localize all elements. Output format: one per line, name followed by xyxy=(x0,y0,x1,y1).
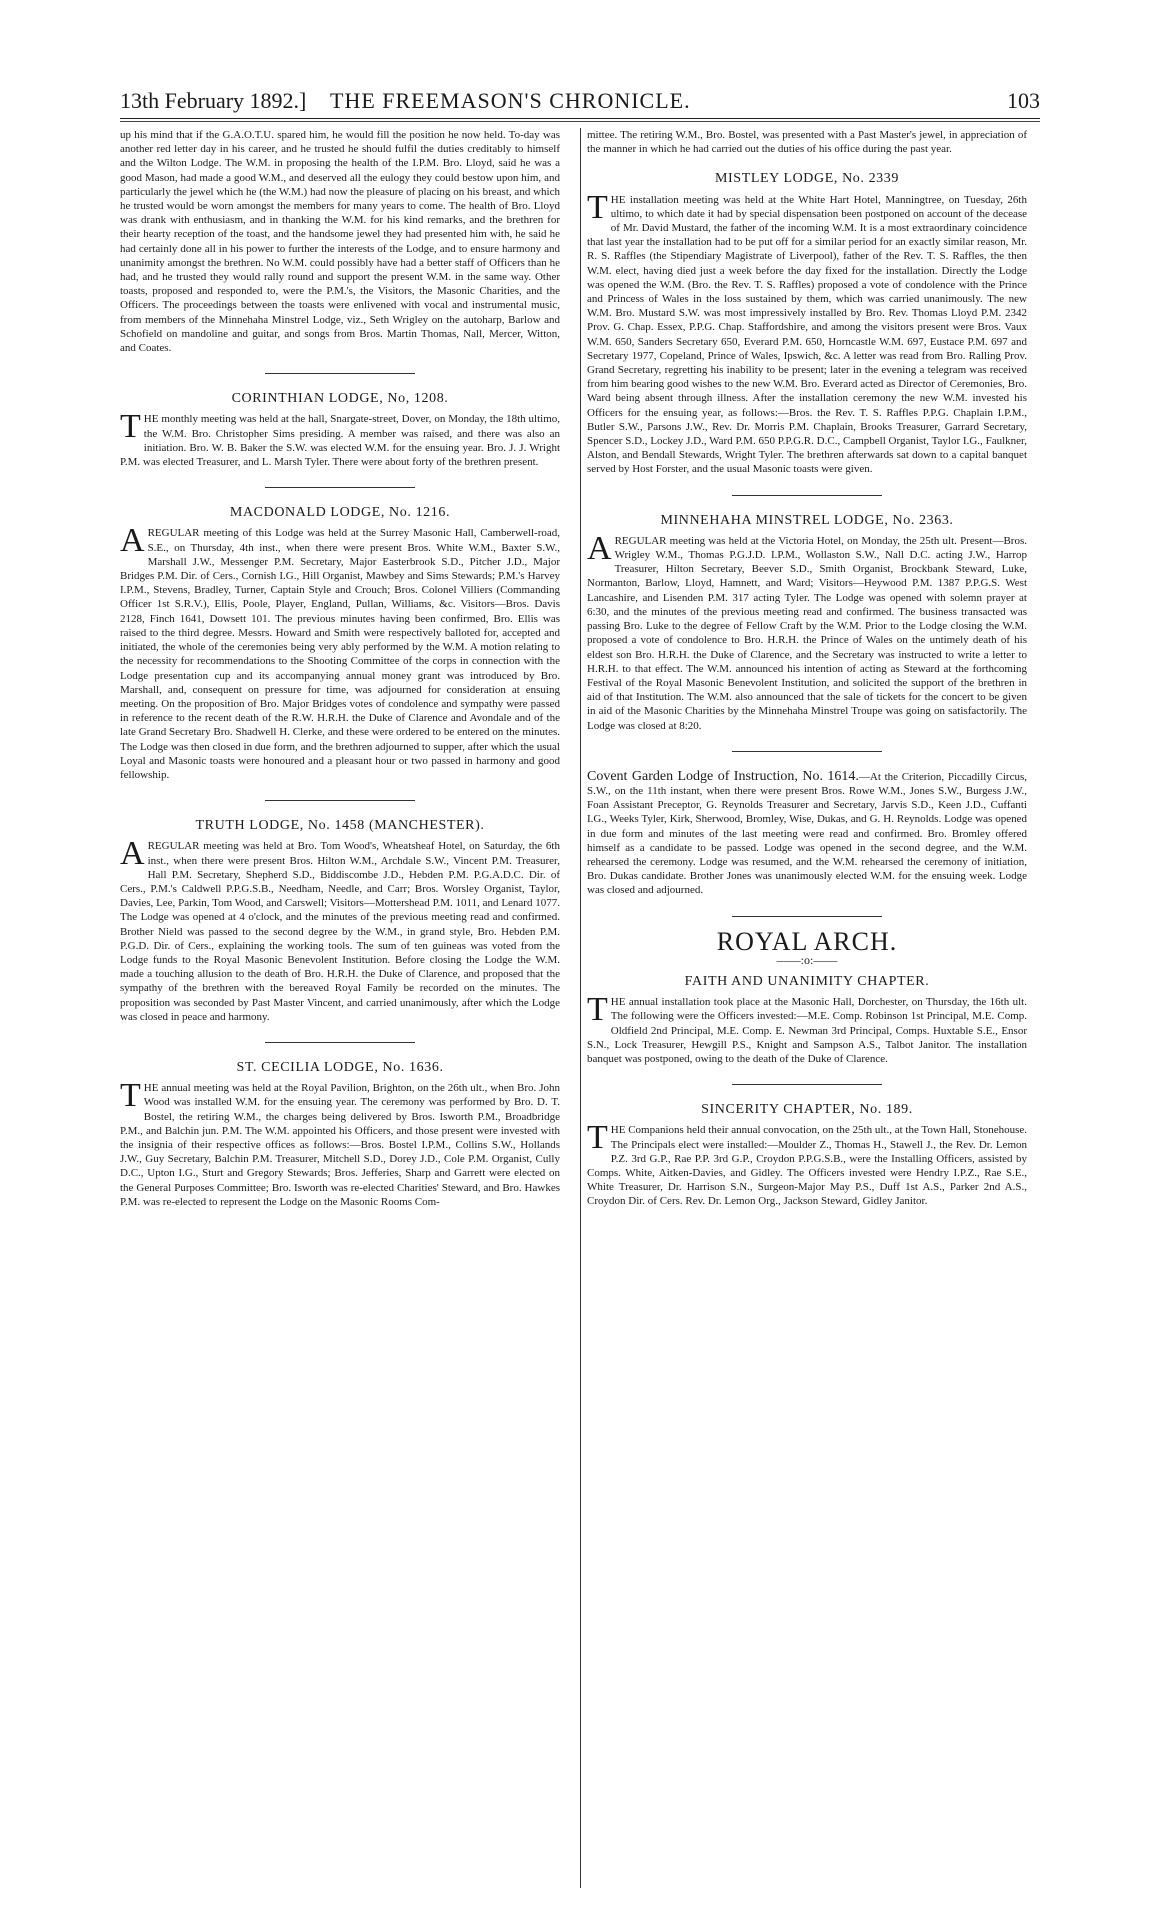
drop-cap: A xyxy=(120,835,145,873)
truth-article xyxy=(120,835,560,1024)
article-text: HE annual meeting was held at the Royal Pavilion, Brighton, on the 26th ult., when Bro. John Wood was installed W.M. for the ensuing year. The ceremony was performed by Bro. D. T. Bostel, the retiring W.M., the charges being delivered by Bros. Isworth P.M., Broadbridge P.M., and Balchin jun. P.M. The W.M. appointed his Officers, and those present were invested with the insignia of their respective offices as follows:—Bros. Bostel I.P.M., Collins S.W., Hollands J.W., Guy Secretary, Balchin P.M. Treasurer, Mitchell S.D., Dorey J.D., Cole P.M. Organist, Cully D.C., Upton I.G., Sturt and Gregory Stewards; Bros. Jefferies, Sharp and Garrett were elected on the General Purposes Committee; Bro. Isworth was re-elected Charities' Steward, and Bro. Hawkes P.M. was re-elected to represent the Lodge on the Masonic Rooms Com- xyxy=(120,1082,560,1208)
corinthian-heading: CORINTHIAN LODGE, No, 1208. xyxy=(231,391,449,407)
minnehaha-article xyxy=(587,529,1027,733)
article-text: REGULAR meeting was held at Bro. Tom Wood's, Wheatsheaf Hotel, on Saturday, the 6th inst., when there were present Bros. Hilton W.M., Archdale S.W., Vincent P.M. Treasurer, Hall P.M. Secretary, Shepherd S.D., Biddiscombe J.D., Hebden P.M. P.G.A.D.C. Dir. of Cers., P.M.'s Caldwell P.P.G.S.B., Needham, Needle, and Carr; Bros. Worsley Organist, Taylor, Davies, Lee, Parkin, Tom Wood, and Carswell; Visitors—Mottershead P.M. 1011, and Lenard 1077. The Lodge was opened at 4 o'clock, and the minutes of the previous meeting read and confirmed. Brother Nield was passed to the second degree by the W.M., in grand style, Bro. Hebden P.M. P.G.D. Dir. of Cers., explaining the working tools. The sum of ten guineas was voted from the Lodge funds to the Royal Masonic Benevolent Institution. Before closing the Lodge the W.M. made a touching allusion to the death of Bro. H.R.H. the Duke of Clarence, and proposed that the sympathy of the brethren with the bereaved Royal Family be recorded on the minutes. The proposition was seconded by Past Master Vincent, and carried unanimously, after which the Lodge was closed in peace and harmony. xyxy=(120,840,560,1023)
column-divider xyxy=(580,128,581,1888)
section-rule xyxy=(732,495,882,496)
article-text: HE installation meeting was held at the White Hart Hotel, Manningtree, on Tuesday, 26th ultimo, to which date it had by special dispensation been postponed on account of the decease of Mr. David Mustard, the father of the incoming W.M. It is a most extraordinary coincidence that last year the installation had to be put off for a similar period for an exactly similar reason, Mr. R. S. Raffles (the Stipendiary Magistrate of Liverpool), father of the Rev. T. S. Raffles, the then W.M. elect, having died just a week before the day fixed for the installation. Directly the Lodge was opened the W.M. (Bro. the Rev. T. S. Raffles) proposed a vote of condolence with the Prince and Princess of Wales in the loss sustained by them, which was carried unanimously. The new W.M. Bro. Mustard S.W. was most impressively installed by Bro. Rev. Thomas Lloyd P.M. 2342 Prov. G. Chap. Essex, P.P.G. Chap. Staffordshire, and among the visitors present were Bros. Vaux W.M. 650, Sanders Secretary 650, Everard P.M. 650, Horncastle W.M. 697, Eustace P.M. 697 and Secretary 1977, Copeland, Prince of Wales, Ipswich, &c. A letter was read from Bro. Ralling Prov. Grand Secretary, regretting his inability to be present; later in the evening a telegram was received from him bearing good wishes to the new W.M. Bro. Everard acted as Director of Ceremonies, Bro. Ward being absent through illness. After the installation ceremony the new W.M. invested his Officers for the ensuing year, as follows:—Bros. the Rev. T. S. Raffles P.P.G. Chaplain I.P.M., Butler S.W., Parsons J.W., Rev. Dr. Morris P.M. Chaplain, Brooks Treasurer, Garrard Secretary, Spencer S.D., Lockey J.D., Ward P.M. 650 P.P.G.R. D.C., Campbell Organist, Taylor I.G., Faulkner, Alston, and Bendall Stewards, Wright Tyler. The brethren afterwards sat down to a capital banquet served by Host Forster, and the usual Masonic toasts were given. xyxy=(587,193,1027,476)
article-text: HE monthly meeting was held at the hall, Snargate-street, Dover, on Monday, the 18th ultimo, the W.M. Bro. Christopher Sims presiding. A member was raised, and there was also an initiation. Bro. W. B. Baker the S.W. was elected W.M. for the ensuing year. Bro. J. J. Wright P.M. was elected Treasurer, and L. Marsh Tyler. There were about forty of the brethren present. xyxy=(120,413,560,469)
left-column xyxy=(120,128,560,1209)
macdonald-article xyxy=(120,522,560,782)
section-rule xyxy=(265,800,415,801)
article-text: REGULAR meeting was held at the Victoria Hotel, on Monday, the 25th ult. Present—Bros. Wrigley W.M., Thomas P.G.J.D. I.P.M., Wollaston S.W., Nall D.C. acting J.W., Harrop Treasurer, Hilton Secretary, Beever S.D., Smith Organist, Brockbank Steward, Luke, Normanton, Barlow, Lloyd, Hamnett, and Ward; Visitors—Heywood P.M. 1387 P.P.G.S. West Lancashire, and Lisenden P.M. 317 acting Tyler. The Lodge was opened with solemn prayer at 6:30, and the minutes of the previous meeting read and confirmed. The business transacted was passing Bro. Luke to the degree of Fellow Craft by the W.M. Prior to the Lodge closing the W.M. proposed a vote of condolence to Bro. H.R.H. the Prince of Wales on the untimely death of his eldest son Bro. H.R.H. the Duke of Clarence, and the Secretary was instructed to write a letter to H.R.H. to that effect. The W.M. announced his intention of acting as Steward at the forthcoming Festival of the Royal Masonic Benevolent Institution, and solicited the support of the brethren in aid of that Institution. The W.M. also announced that the sale of tickets for the concert to be given in aid of the Masonic Charities by the Minnehaha Minstrel Troupe was going on satisfactorily. The Lodge was closed at 8:20. xyxy=(587,534,1027,732)
article-text: HE Companions held their annual convocation, on the 25th ult., at the Town Hall, Stonehouse. The Principals elect were installed:—Moulder Z., Thomas H., Stawell J., the Rev. Dr. Lemon P.Z. 3rd G.P., Rae P.P. 3rd G.P., Croydon P.P.G.S.B., were the Installing Officers, assisted by Comps. White, Aitken-Davies, and Gidley. The Officers invested were Hendry I.P.Z., Rae S.E., White Treasurer, Dr. Harrison S.N., Surgeon-Major May P.S., Duff 1st A.S., Parker 2nd A.S., Croydon Dir. of Cers. Rev. Dr. Lemon Org., Jackson Steward, Gidley Janitor. xyxy=(587,1124,1027,1208)
drop-cap: T xyxy=(587,188,608,226)
drop-cap: A xyxy=(587,529,612,567)
sincerity-article xyxy=(587,1119,1027,1208)
page-header xyxy=(120,88,1040,116)
section-rule xyxy=(732,916,882,917)
header-rule-thin xyxy=(120,121,1040,122)
publication-title: THE FREEMASON'S CHRONICLE. xyxy=(330,88,691,113)
drop-cap: T xyxy=(120,1077,141,1115)
right-column xyxy=(587,128,1027,1209)
cecilia-article xyxy=(120,1077,560,1209)
faith-article xyxy=(587,991,1027,1066)
article-text: HE annual installation took place at the Masonic Hall, Dorchester, on Thursday, the 16th ult. The following were the Officers invested:—M.E. Comp. Robinson 1st Principal, M.E. Comp. Oldfield 2nd Principal, M.E. Comp. E. Newman 3rd Principal, Comps. Huxtable S.E., Ensor S.N., Lock Treasurer, Hewgill P.S., Knight and Sampson A.S., Talbot Janitor. The installation banquet was postponed, owing to the death of the Duke of Clarence. xyxy=(587,996,1027,1065)
continued-article: up his mind that if the G.A.O.T.U. spared him, he would fill the position he now held. To-day was another red letter day in his career, and he trusted he should fulfil the duties creditably to himself and the Wilton Lodge. The W.M. in proposing the health of the I.P.M. Bro. Lloyd, said he was a good Mason, had made a good W.M., and deserved all the eulogy they could bestow upon him, and particularly the jewel which he (the W.M.) had now the pleasure of placing on his breast, and which he trusted would be worn amongst the members for many years to come. The health of Bro. Lloyd was drank with enthusiasm, and in thanking the W.M. for his kind remarks, and the brethren for their hearty reception of the toast, and the handsome jewel they had presented him with, he said he had certainly done all in his power to further the interests of the Lodge, and to ensure harmony and unanimity amongst the brethren. No W.M. could possibly have had a better staff of Officers than he had, and he trusted they would rally round and support the present W.M. in the same way. Other toasts, proposed and responded to, were the P.M.'s, the Visitors, the Masonic Charities, and the Officers. The proceedings between the toasts were enlivened with vocal and instrumental music, from members of the Minnehaha Minstrel Lodge, viz., Seth Wrigley on the autoharp, Barlow and Schofield on mandoline and guitar, and songs from Bros. Martin Thomas, Nall, Mercer, Witton, and Coates. xyxy=(120,129,560,355)
faith-heading: FAITH AND UNANIMITY CHAPTER. xyxy=(684,973,930,989)
section-rule xyxy=(265,373,415,374)
article-text: REGULAR meeting of this Lodge was held at the Surrey Masonic Hall, Camberwell-road, S.E., on Thursday, 4th inst., when there were present Bros. White W.M., Baxter S.W., Marshall J.W., Messenger P.M. Secretary, Major Easterbrook S.D., Pitcher J.D., Major Bridges P.M. Dir. of Cers., Cornish I.G., Hill Organist, Mawbey and Sims Stewards; P.M.'s Harvey I.P.M., Stevens, Bradley, Turner, Captain Style and Crouch; Bros. Colonel Villiers (Commanding Officer 1st S.R.V.), Ellis, Poole, Player, England, Pullan, Williams, &c. Visitors—Bros. Davis 2128, Finch 1641, Dowsett 101. The previous minutes having been confirmed, Bro. Ellis was raised to the third degree. Messrs. Howard and Smith were respectively balloted for, accepted and initiated, the whole of the ceremonies being very ably performed by the W.M. A motion relating to the necessity for recommendations to the Shooting Committee of the corps in connection with the Lodge presentation cup and its accompanying annual money grant was introduced by Bro. Marshall, and, consequent on pressure for time, was adjourned for consideration at ensuing meeting. On the proposition of Bro. Major Bridges votes of condolence and sympathy were passed in reference to the recent death of the R.W. H.R.H. the Duke of Clarence and Avondale and of the late Grand Secretary Bro. Shadwell H. Clerke, and these were ordered to be entered on the minutes. The Lodge was then closed in due form, and the brethren adjourned to supper, after which the usual Loyal and Masonic toasts were honoured and a pleasant hour or two passed in harmony and good fellowship. xyxy=(120,527,560,781)
minnehaha-heading: MINNEHAHA MINSTREL LODGE, No. 2363. xyxy=(660,512,954,528)
macdonald-heading: MACDONALD LODGE, No. 1216. xyxy=(229,505,451,521)
mistley-article xyxy=(587,188,1027,477)
cecilia-heading: ST. CECILIA LODGE, No. 1636. xyxy=(236,1059,444,1075)
truth-heading: TRUTH LODGE, No. 1458 (MANCHESTER). xyxy=(195,818,485,834)
drop-cap: T xyxy=(587,1119,608,1157)
section-rule xyxy=(265,1042,415,1043)
mistley-heading: MISTLEY LODGE, No. 2339 xyxy=(715,171,899,187)
corinthian-article xyxy=(120,408,560,469)
issue-date: 13th February 1892.] xyxy=(120,88,307,113)
royal-arch-heading: ROYAL ARCH. xyxy=(716,926,898,956)
drop-cap: A xyxy=(120,522,145,560)
drop-cap: T xyxy=(120,408,141,446)
header-rule xyxy=(120,118,1040,119)
covent-garden-article xyxy=(587,770,1027,898)
drop-cap: T xyxy=(587,991,608,1029)
sincerity-heading: SINCERITY CHAPTER, No. 189. xyxy=(701,1102,913,1118)
article-text: —At the Criterion, Piccadilly Circus, S.W., on the 11th instant, when there were present Bros. Rowe W.M., Jones S.W., Burgess J.W., Foan Assistant Preceptor, G. Reynolds Treasurer and Secretary, Jarvis S.D., Keen J.D., Cuffanti I.G., Weeks Tyler, Kirk, Sherwood, Bromley, Wise, Dukas, and G. H. Reynolds. Lodge was opened in due form and minutes of the last meeting were read and confirmed. Bro. Bromley offered himself as a candidate to be passed. Lodge was opened in the second degree, and the W.M. rehearsed the ceremony. Lodge was resumed, and the W.M. rehearsed the ceremony of initiation, Bro. Dukas candidate. Brother Jones was unanimously elected W.M. for the ensuing week. Lodge was closed and adjourned. xyxy=(587,770,1027,897)
covent-garden-heading: Covent Garden Lodge of Instruction, No. 1614. xyxy=(587,768,859,784)
section-rule xyxy=(265,487,415,488)
ornament: ——:o:—— xyxy=(776,952,838,967)
page-number: 103 xyxy=(1007,88,1040,113)
section-rule xyxy=(732,1084,882,1085)
continued-article: mittee. The retiring W.M., Bro. Bostel, was presented with a Past Master's jewel, in appreciation of the manner in which he had carried out the duties of his office during the past year. xyxy=(587,129,1027,156)
section-rule xyxy=(732,751,882,752)
